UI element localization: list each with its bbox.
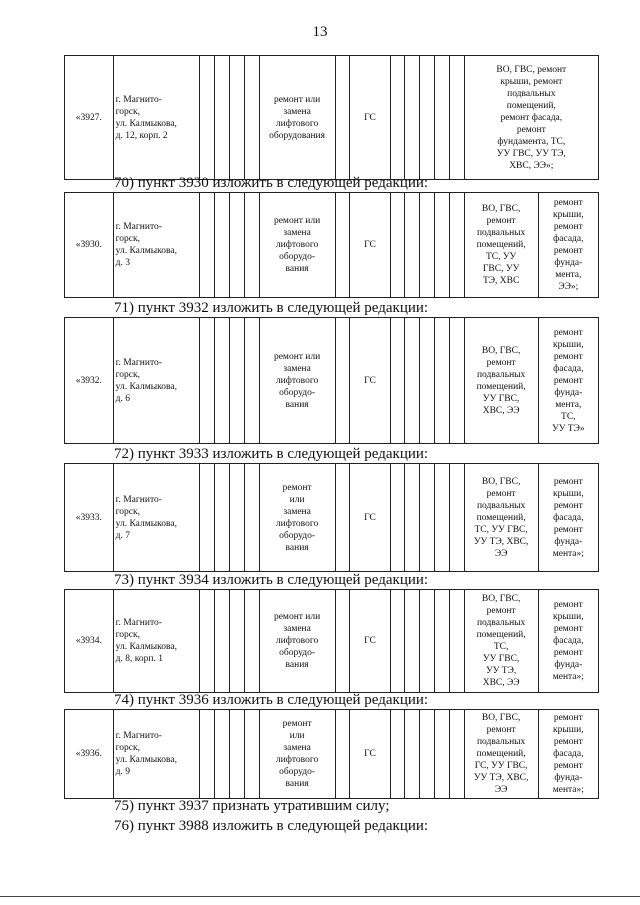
instruction-71: 71) пункт 3932 изложить в следующей редакции: [114, 300, 429, 316]
cell-empty [390, 710, 405, 799]
instruction-74: 74) пункт 3936 изложить в следующей редакции: [114, 692, 429, 708]
cell-address: г. Магнито- горск, ул. Калмыкова, д. 7 [113, 464, 200, 572]
cell-empty [244, 56, 259, 180]
cell-empty [405, 56, 420, 180]
cell-extra: ремонт крыши, ремонт фасада, ремонт фунда- мента»; [538, 590, 598, 693]
cell-empty [244, 464, 259, 572]
cell-empty [420, 464, 435, 572]
cell-number: «3934. [65, 590, 114, 693]
cell-empty [435, 464, 450, 572]
cell-empty [200, 56, 215, 180]
cell-empty [229, 464, 244, 572]
cell-empty [244, 193, 259, 298]
cell-items: ВО, ГВС, ремонт подвальных помещений, УУ ГВС, ХВС, ЭЭ [464, 318, 538, 444]
cell-empty [215, 590, 230, 693]
cell-empty [390, 464, 405, 572]
cell-empty [405, 464, 420, 572]
cell-work: ремонт или замена лифтового оборудо- вания [259, 710, 335, 799]
cell-extra: ремонт крыши, ремонт фасада, ремонт фунда- мента, ТС, УУ ТЭ» [538, 318, 598, 444]
cell-work: ремонт или замена лифтового оборудо- вания [259, 590, 335, 693]
cell-items: ВО, ГВС, ремонт крыши, ремонт подвальных помещений, ремонт фасада, ремонт фундамента, ТС, УУ ГВС, УУ ТЭ, ХВС, ЭЭ»; [464, 56, 598, 180]
cell-empty [435, 710, 450, 799]
cell-extra: ремонт крыши, ремонт фасада, ремонт фунда- мента»; [538, 464, 598, 572]
cell-items: ВО, ГВС, ремонт подвальных помещений, ТС, УУ ГВС, УУ ТЭ, ХВС, ЭЭ [464, 590, 538, 693]
cell-empty [200, 590, 215, 693]
cell-empty [435, 56, 450, 180]
cell-empty [390, 193, 405, 298]
cell-work: ремонт или замена лифтового оборудования [259, 56, 335, 180]
cell-address: г. Магнито- горск, ул. Калмыкова, д. 3 [113, 193, 200, 298]
cell-empty [420, 56, 435, 180]
cell-empty [435, 193, 450, 298]
cell-number: «3933. [65, 464, 114, 572]
cell-address: г. Магнито- горск, ул. Калмыкова, д. 8, корп. 1 [113, 590, 200, 693]
cell-empty [435, 590, 450, 693]
instruction-73: 73) пункт 3934 изложить в следующей редакции: [114, 572, 429, 588]
cell-empty [390, 590, 405, 693]
cell-empty [449, 193, 464, 298]
cell-extra: ремонт крыши, ремонт фасада, ремонт фунда- мента, ЭЭ»; [538, 193, 598, 298]
instruction-70: 70) пункт 3930 изложить в следующей редакции: [114, 175, 429, 191]
record-3936 [64, 709, 599, 799]
cell-work: ремонт или замена лифтового оборудо- вания [259, 193, 335, 298]
record-3934 [64, 589, 599, 693]
cell-gs: ГС [350, 193, 390, 298]
cell-empty [405, 710, 420, 799]
cell-items: ВО, ГВС, ремонт подвальных помещений, ТС, УУ ГВС, УУ ТЭ, ХВС, ЭЭ [464, 464, 538, 572]
cell-empty [335, 710, 350, 799]
cell-empty [215, 56, 230, 180]
cell-items: ВО, ГВС, ремонт подвальных помещений, ТС, УУ ГВС, УУ ТЭ, ХВС [464, 193, 538, 298]
record-3933 [64, 463, 599, 572]
cell-empty [449, 56, 464, 180]
cell-empty [405, 318, 420, 444]
cell-empty [449, 464, 464, 572]
cell-empty [420, 590, 435, 693]
cell-empty [215, 464, 230, 572]
cell-empty [335, 193, 350, 298]
cell-empty [390, 56, 405, 180]
cell-empty [335, 56, 350, 180]
cell-empty [335, 318, 350, 444]
cell-empty [244, 710, 259, 799]
cell-empty [335, 464, 350, 572]
cell-empty [420, 318, 435, 444]
page-number: 13 [312, 24, 328, 40]
cell-number: «3932. [65, 318, 114, 444]
page-bottom-rule [0, 896, 640, 897]
cell-number: «3936. [65, 710, 114, 799]
cell-items: ВО, ГВС, ремонт подвальных помещений, ГС, УУ ГВС, УУ ТЭ, ХВС, ЭЭ [464, 710, 538, 799]
cell-empty [229, 590, 244, 693]
cell-empty [244, 318, 259, 444]
cell-empty [335, 590, 350, 693]
cell-number: «3930. [65, 193, 114, 298]
cell-empty [229, 193, 244, 298]
cell-number: «3927. [65, 56, 114, 180]
cell-empty [449, 710, 464, 799]
cell-gs: ГС [350, 710, 390, 799]
cell-empty [405, 590, 420, 693]
cell-empty [435, 318, 450, 444]
cell-empty [390, 318, 405, 444]
cell-empty [215, 318, 230, 444]
cell-gs: ГС [350, 318, 390, 444]
cell-address: г. Магнито- горск, ул. Калмыкова, д. 6 [113, 318, 200, 444]
cell-empty [200, 710, 215, 799]
cell-empty [215, 193, 230, 298]
cell-empty [229, 318, 244, 444]
record-3932 [64, 317, 599, 444]
cell-empty [420, 193, 435, 298]
cell-empty [229, 56, 244, 180]
cell-empty [420, 710, 435, 799]
record-3927 [64, 55, 599, 180]
cell-address: г. Магнито- горск, ул. Калмыкова, д. 9 [113, 710, 200, 799]
cell-address: г. Магнито- горск, ул. Калмыкова, д. 12, корп. 2 [113, 56, 200, 180]
cell-extra: ремонт крыши, ремонт фасада, ремонт фунда- мента»; [538, 710, 598, 799]
cell-empty [449, 318, 464, 444]
record-3930 [64, 192, 599, 298]
instruction-75: 75) пункт 3937 признать утратившим силу; [114, 798, 390, 814]
cell-empty [449, 590, 464, 693]
cell-gs: ГС [350, 590, 390, 693]
cell-gs: ГС [350, 56, 390, 180]
cell-work: ремонт или замена лифтового оборудо- вания [259, 318, 335, 444]
cell-empty [244, 590, 259, 693]
cell-work: ремонт или замена лифтового оборудо- вания [259, 464, 335, 572]
cell-empty [229, 710, 244, 799]
cell-gs: ГС [350, 464, 390, 572]
cell-empty [200, 193, 215, 298]
cell-empty [215, 710, 230, 799]
cell-empty [405, 193, 420, 298]
cell-empty [200, 464, 215, 572]
instruction-72: 72) пункт 3933 изложить в следующей редакции: [114, 446, 429, 462]
instruction-76: 76) пункт 3988 изложить в следующей редакции: [114, 818, 429, 834]
cell-empty [200, 318, 215, 444]
